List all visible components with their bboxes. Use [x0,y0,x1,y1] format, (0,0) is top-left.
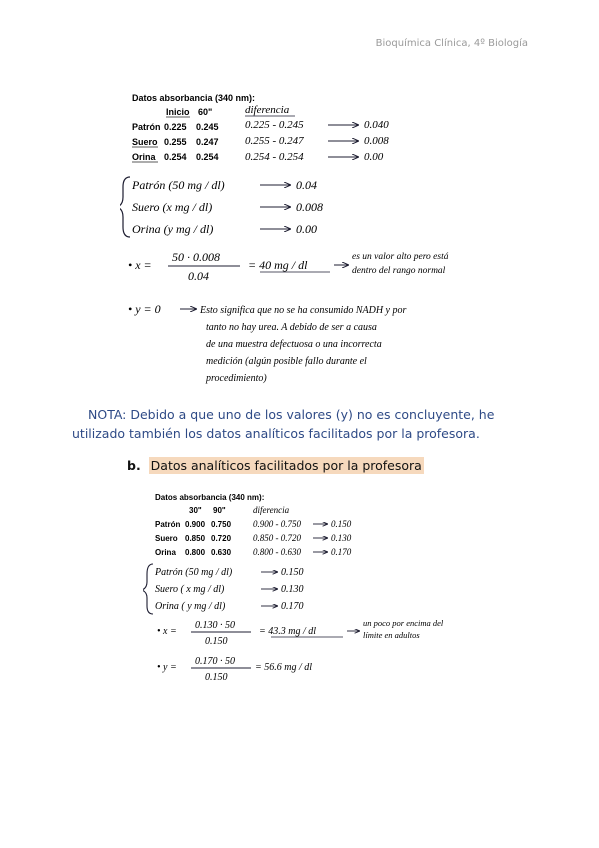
scan1-row-b: 0.247 [196,137,219,147]
section-b-heading [127,458,424,473]
scan1-row-a: 0.225 [164,122,187,132]
scan1-row-b: 0.254 [196,152,219,162]
scan1-y-line: procedimiento) [206,373,267,384]
scan1-row-b: 0.245 [196,122,219,132]
scan2-x-note: límite en adultos [363,630,420,640]
scan1-y-line: Esto significa que no se ha consumido NADH y por [200,305,407,316]
scan1-row-name: Patrón [132,122,161,132]
scan2-title: Datos absorbancia (340 nm): [155,493,265,502]
scan1-row-res: 0.008 [364,135,389,147]
scan1-x-result: = 40 mg / dl [248,258,308,272]
scan2-row-res: 0.130 [331,533,352,543]
scan1-row-calc: 0.225 - 0.245 [245,119,304,131]
scan1-y-prefix: • y = 0 [128,302,161,316]
scan2-x-prefix: • x = [157,626,177,637]
scan1-y-line: medición (algún posible fallo durante el [206,356,367,367]
section-b-label: b. [127,458,141,473]
scan1-x-prefix: • x = [128,258,152,272]
scan1-col-60: 60" [198,107,213,117]
scan1-x-note: dentro del rango normal [352,266,446,276]
scan1-brace-left: Patrón (50 mg / dl) [132,178,225,192]
section-b-title: Datos analíticos facilitados por la profesora [150,458,422,473]
scan1-col-inicio: Inicio [166,107,190,117]
scan1-row-name: Orina [132,152,156,162]
scan2-y-result: = 56.6 mg / dl [255,662,313,673]
scan1-row-a: 0.254 [164,152,187,162]
scan2-x-note: un poco por encima del [363,618,444,628]
scan2-col-diff: diferencia [253,505,290,515]
scan2-y-prefix: • y = [157,662,177,673]
scan2-row-a: 0.850 [185,534,206,543]
scan2-brace-left: Orina ( y mg / dl) [155,601,226,612]
scan2-row-b: 0.630 [211,548,232,557]
scan2-row-calc: 0.900 - 0.750 [253,519,301,529]
scan2-brace-left: Patrón (50 mg / dl) [155,567,233,578]
scan2-brace-right: 0.150 [281,567,304,578]
scan2-col-90: 90" [213,506,226,515]
scan1-brace-left: Orina (y mg / dl) [132,222,214,236]
scan1-brace-right: 0.04 [296,178,317,192]
scan1-y-line: tanto no hay urea. A debido de ser a causa [206,322,377,333]
scan2-row-calc: 0.850 - 0.720 [253,533,301,543]
document-header: Bioquímica Clínica, 4º Biología [375,38,528,49]
scan2-y-den: 0.150 [205,672,228,683]
scan2-row-res: 0.150 [331,519,352,529]
scan2-brace-right: 0.130 [281,584,304,595]
scan1-row-res: 0.00 [364,151,384,163]
scan1-brace-left: Suero (x mg / dl) [132,200,213,214]
scan2-brace-right: 0.170 [281,601,304,612]
scan1-row-name: Suero [132,137,158,147]
scan2-x-num: 0.130 · 50 [195,620,235,631]
scan2-row-res: 0.170 [331,547,352,557]
scan2-row-name: Orina [155,548,176,557]
scan1-y-line: de una muestra defectuosa o una incorrecta [206,339,382,350]
scan2-col-30: 30" [189,506,202,515]
scan2-row-calc: 0.800 - 0.630 [253,547,301,557]
brace [143,564,153,614]
scan2-row-a: 0.900 [185,520,206,529]
scan1-x-num: 50 · 0.008 [172,250,220,264]
scan2-brace-left: Suero ( x mg / dl) [155,584,225,595]
brace [120,177,130,237]
scan2-row-a: 0.800 [185,548,206,557]
scan1-title: Datos absorbancia (340 nm): [132,93,256,103]
scan2-y-num: 0.170 · 50 [195,656,235,667]
scan1-brace-right: 0.00 [296,222,317,236]
scan2-row-b: 0.720 [211,534,232,543]
handwritten-scan-1 [120,85,520,385]
scan2-row-name: Patrón [155,520,181,529]
scan1-row-a: 0.255 [164,137,187,147]
scan1-brace-right: 0.008 [296,200,323,214]
scan1-row-calc: 0.254 - 0.254 [245,151,304,163]
scan2-x-den: 0.150 [205,636,228,647]
scan2-row-name: Suero [155,534,178,543]
handwritten-scan-2 [143,488,498,683]
scan1-col-diff: diferencia [245,104,290,116]
scan2-row-b: 0.750 [211,520,232,529]
scan1-x-note: es un valor alto pero está [352,252,449,262]
scan1-x-den: 0.04 [188,269,209,283]
note-paragraph: NOTA: Debido a que uno de los valores (y) no es concluyente, he utilizado también los datos analíticos facilitados por la profesora. [72,407,495,441]
scan1-row-calc: 0.255 - 0.247 [245,135,304,147]
scan1-row-res: 0.040 [364,119,389,131]
scan2-x-result: = 43.3 mg / dl [259,626,317,637]
